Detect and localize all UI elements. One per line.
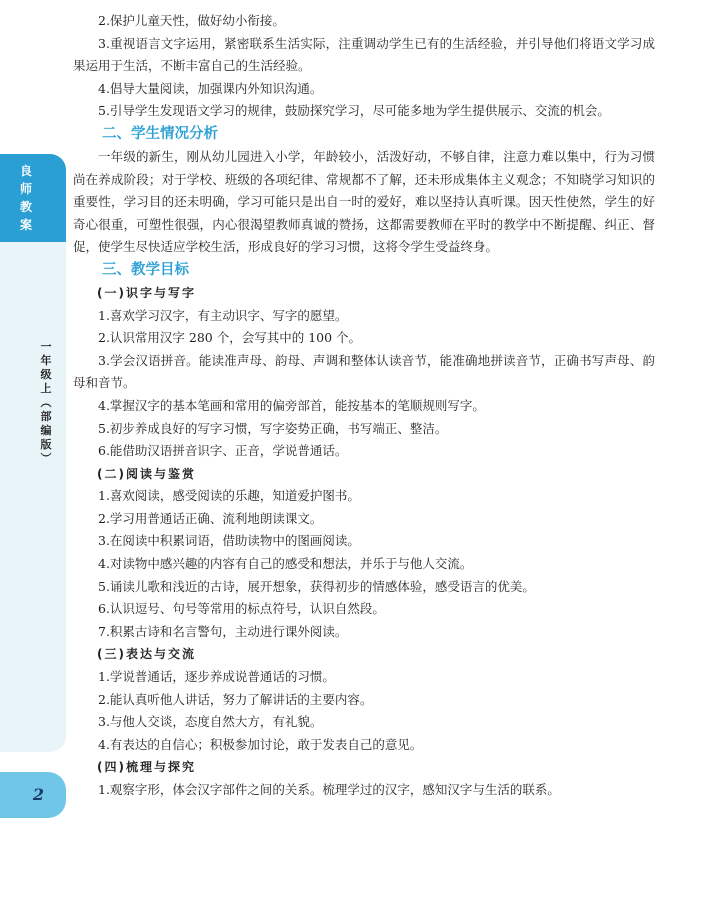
- section-heading-teaching-goals: 三、教学目标: [102, 261, 189, 278]
- sidebar-grade-label: [38, 340, 54, 466]
- goal-item: 1.观察字形，体会汉字部件之间的关系。梳理学过的汉字，感知汉字与生活的联系。: [98, 782, 560, 797]
- sidebar-grade-char: 一: [40, 340, 52, 353]
- goal-item: 5.诵读儿歌和浅近的古诗，展开想象，获得初步的情感体验，感受语言的优美。: [98, 578, 535, 594]
- goal-item: 3.在阅读中积累词语，借助读物中的图画阅读。: [98, 533, 360, 549]
- sidebar-grade-char: 年: [40, 354, 52, 367]
- sidebar-tab-char: 教: [19, 200, 32, 214]
- document-body: [73, 10, 655, 802]
- section-heading-student-analysis: 二、学生情况分析: [102, 125, 218, 142]
- goal-item: 6.能借助汉语拼音识字、正音，学说普通话。: [98, 443, 348, 459]
- page-number: 2: [0, 772, 66, 818]
- sidebar-panel: [0, 154, 66, 752]
- paragraph: 5.引导学生发现语文学习的规律，鼓励探究学习，尽可能多地为学生提供展示、交流的机会。: [98, 103, 610, 119]
- goal-item: 1.喜欢学习汉字，有主动识字、写字的愿望。: [98, 307, 348, 323]
- goal-item: 2.认识常用汉字 280 个，会写其中的 100 个。: [98, 330, 362, 346]
- sidebar-tab-char: 良: [19, 164, 32, 178]
- sidebar-grade-char: 编: [40, 424, 52, 437]
- paragraph: 一年级的新生，刚从幼儿园进入小学，年龄较小，活泼好动，不够自律，注意力难以集中，行为习惯尚在养成阶段；对于学校、班级的各项纪律、常规都不了解，还未形成集体主义观念；不知晓学习知识的重要性，学习目的还未明确，学习可能只是出自一时的爱好，难以坚持认真听课。因天性使然，学生的好奇心很重，可塑性很强，内心很渴望教师真诚的赞扬，这都需要教师在平时的教学中不断提醒、纠正、督促，使学生尽快适应学校生活，形成良好的学习习惯，这将令学生受益终身。: [73, 148, 655, 255]
- goal-item: 3.学会汉语拼音。能读准声母、韵母、声调和整体认读音节，能准确地拼读音节，正确书写声母、韵母和音节。: [73, 352, 655, 391]
- subheading-expression-communication: (三)表达与交流: [97, 647, 196, 662]
- sidebar-grade-char: 部: [40, 410, 52, 423]
- goal-item: 2.能认真听他人讲话，努力了解讲话的主要内容。: [98, 691, 373, 707]
- sidebar-tab-char: 案: [19, 218, 32, 232]
- goal-item: 4.掌握汉字的基本笔画和常用的偏旁部首，能按基本的笔顺规则写字。: [98, 397, 485, 413]
- goal-item: 2.学习用普通话正确、流利地朗读课文。: [98, 510, 323, 526]
- sidebar-grade-char: ︶: [40, 452, 52, 465]
- subheading-sorting-exploration: (四)梳理与探究: [97, 760, 196, 775]
- goal-item: 3.与他人交谈，态度自然大方，有礼貌。: [98, 714, 323, 730]
- sidebar-grade-char: 级: [40, 368, 52, 381]
- sidebar-grade-char: 版: [40, 438, 52, 451]
- sidebar-tab-char: 师: [19, 182, 32, 196]
- goal-item: 7.积累古诗和名言警句，主动进行课外阅读。: [98, 623, 348, 639]
- goal-item: 4.对读物中感兴趣的内容有自己的感受和想法，并乐于与他人交流。: [98, 556, 473, 572]
- sidebar-grade-char: ︵: [40, 396, 52, 409]
- goal-item: 1.喜欢阅读，感受阅读的乐趣，知道爱护图书。: [98, 488, 360, 504]
- subheading-reading-appreciation: (二)阅读与鉴赏: [97, 466, 196, 481]
- subheading-literacy-writing: (一)识字与写字: [97, 285, 196, 300]
- goal-item: 6.认识逗号、句号等常用的标点符号，认识自然段。: [98, 601, 385, 617]
- sidebar-tab-liangshi-jiaoan: [0, 154, 66, 242]
- paragraph: 2.保护儿童天性，做好幼小衔接。: [98, 13, 285, 28]
- paragraph: 3.重视语言文字运用，紧密联系生活实际，注重调动学生已有的生活经验，并引导他们将语文学习成果运用于生活，不断丰富自己的生活经验。: [73, 35, 655, 74]
- sidebar-grade-char: 上: [40, 382, 52, 395]
- goal-item: 1.学说普通话，逐步养成说普通话的习惯。: [98, 669, 335, 685]
- paragraph: 4.倡导大量阅读，加强课内外知识沟通。: [98, 80, 323, 96]
- goal-item: 4.有表达的自信心；积极参加讨论，敢于发表自己的意见。: [98, 736, 423, 752]
- goal-item: 5.初步养成良好的写字习惯，写字姿势正确，书写端正、整洁。: [98, 420, 448, 436]
